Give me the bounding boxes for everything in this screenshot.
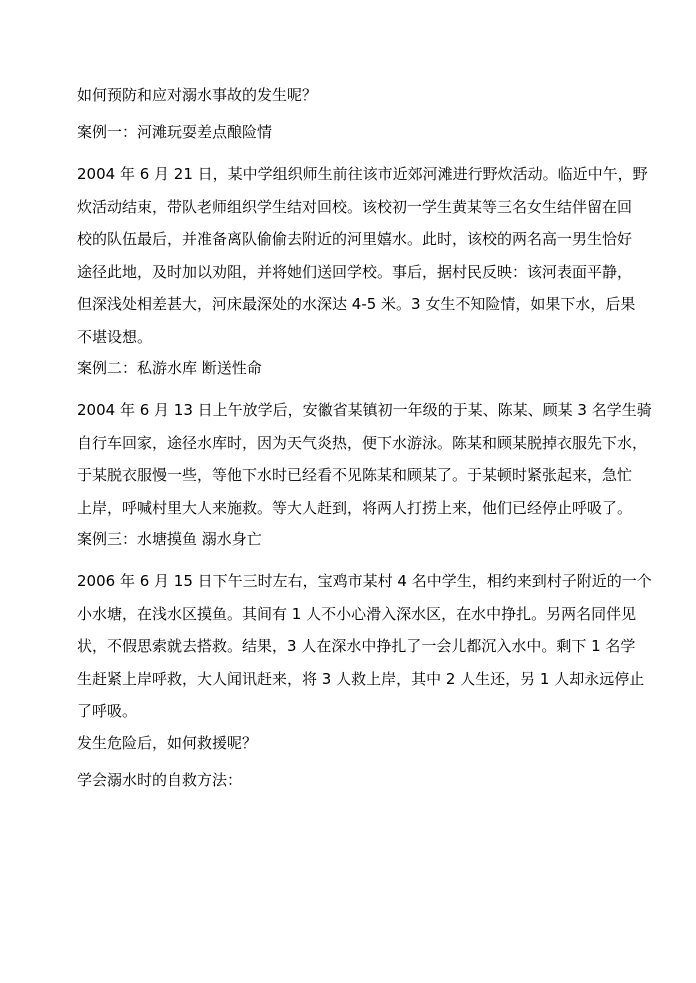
question-rescue-heading: 发生危险后，如何救援呢？ — [77, 733, 258, 752]
case-two-paragraph — [77, 394, 652, 524]
self-rescue-heading: 学会溺水时的自救方法： — [77, 770, 243, 789]
case-three-title: 案例三：水塘摸鱼 溺水身亡 — [77, 530, 262, 548]
case-three-line: 状，不假思索就去搭救。结果，3 人在深水中挣扎了一会儿都沉入水中。剩下 1 名学 — [77, 637, 636, 655]
case-one-line: 校的队伍最后，并准备离队偷偷去附近的河里嬉水。此时，该校的两名高一男生恰好 — [77, 230, 633, 248]
question-prevention-heading: 如何预防和应对溺水事故的发生呢？ — [77, 86, 318, 104]
case-one-line: 炊活动结束，带队老师组织学生结对回校。该校初一学生黄某等三名女生结伴留在回 — [77, 197, 633, 216]
case-two-title: 案例二：私游水库 断送性命 — [77, 359, 262, 377]
case-one-line: 但深浅处相差甚大，河床最深处的水深达 4-5 米。3 女生不知险情，如果下水，后果 — [77, 295, 636, 313]
case-three-line: 了呼吸。 — [77, 702, 138, 720]
case-one-line: 途径此地，及时加以劝阻，并将她们送回学校。事后，据村民反映：该河表面平静， — [77, 262, 633, 281]
case-two-line: 上岸，呼喊村里大人来施救。等大人赶到，将两人打捞上来，他们已经停止呼吸了。 — [77, 498, 633, 517]
case-one-line: 2004 年 6 月 21 日，某中学组织师生前往该市近郊河滩进行野炊活动。临近中午，野 — [77, 165, 648, 183]
case-three-line: 2006 年 6 月 15 日下午三时左右，宝鸡市某村 4 名中学生，相约来到村子附近的一个 — [77, 572, 652, 590]
case-one-paragraph — [77, 158, 648, 353]
case-two-line: 自行车回家，途径水库时，因为天气炎热，便下水游泳。陈某和顾某脱掉衣服先下水， — [77, 433, 648, 452]
case-three-paragraph — [77, 565, 652, 728]
case-three-line: 生赶紧上岸呼救，大人闻讯赶来，将 3 人救上岸，其中 2 人生还，另 1 人却永远停止 — [77, 669, 645, 688]
document-body — [77, 84, 652, 806]
case-three-line: 小水塘，在浅水区摸鱼。其间有 1 人不小心滑入深水区，在水中挣扎。另两名同伴见 — [77, 604, 637, 623]
case-one-title: 案例一：河滩玩耍差点酿险情 — [77, 123, 273, 141]
case-two-line: 于某脱衣服慢一些，等他下水时已经看不见陈某和顾某了。于某顿时紧张起来，急忙 — [77, 466, 633, 484]
case-two-line: 2004 年 6 月 13 日上午放学后，安徽省某镇初一年级的于某、陈某、顾某 3 名学生骑 — [77, 401, 652, 419]
case-one-line: 不堪设想。 — [77, 327, 153, 346]
